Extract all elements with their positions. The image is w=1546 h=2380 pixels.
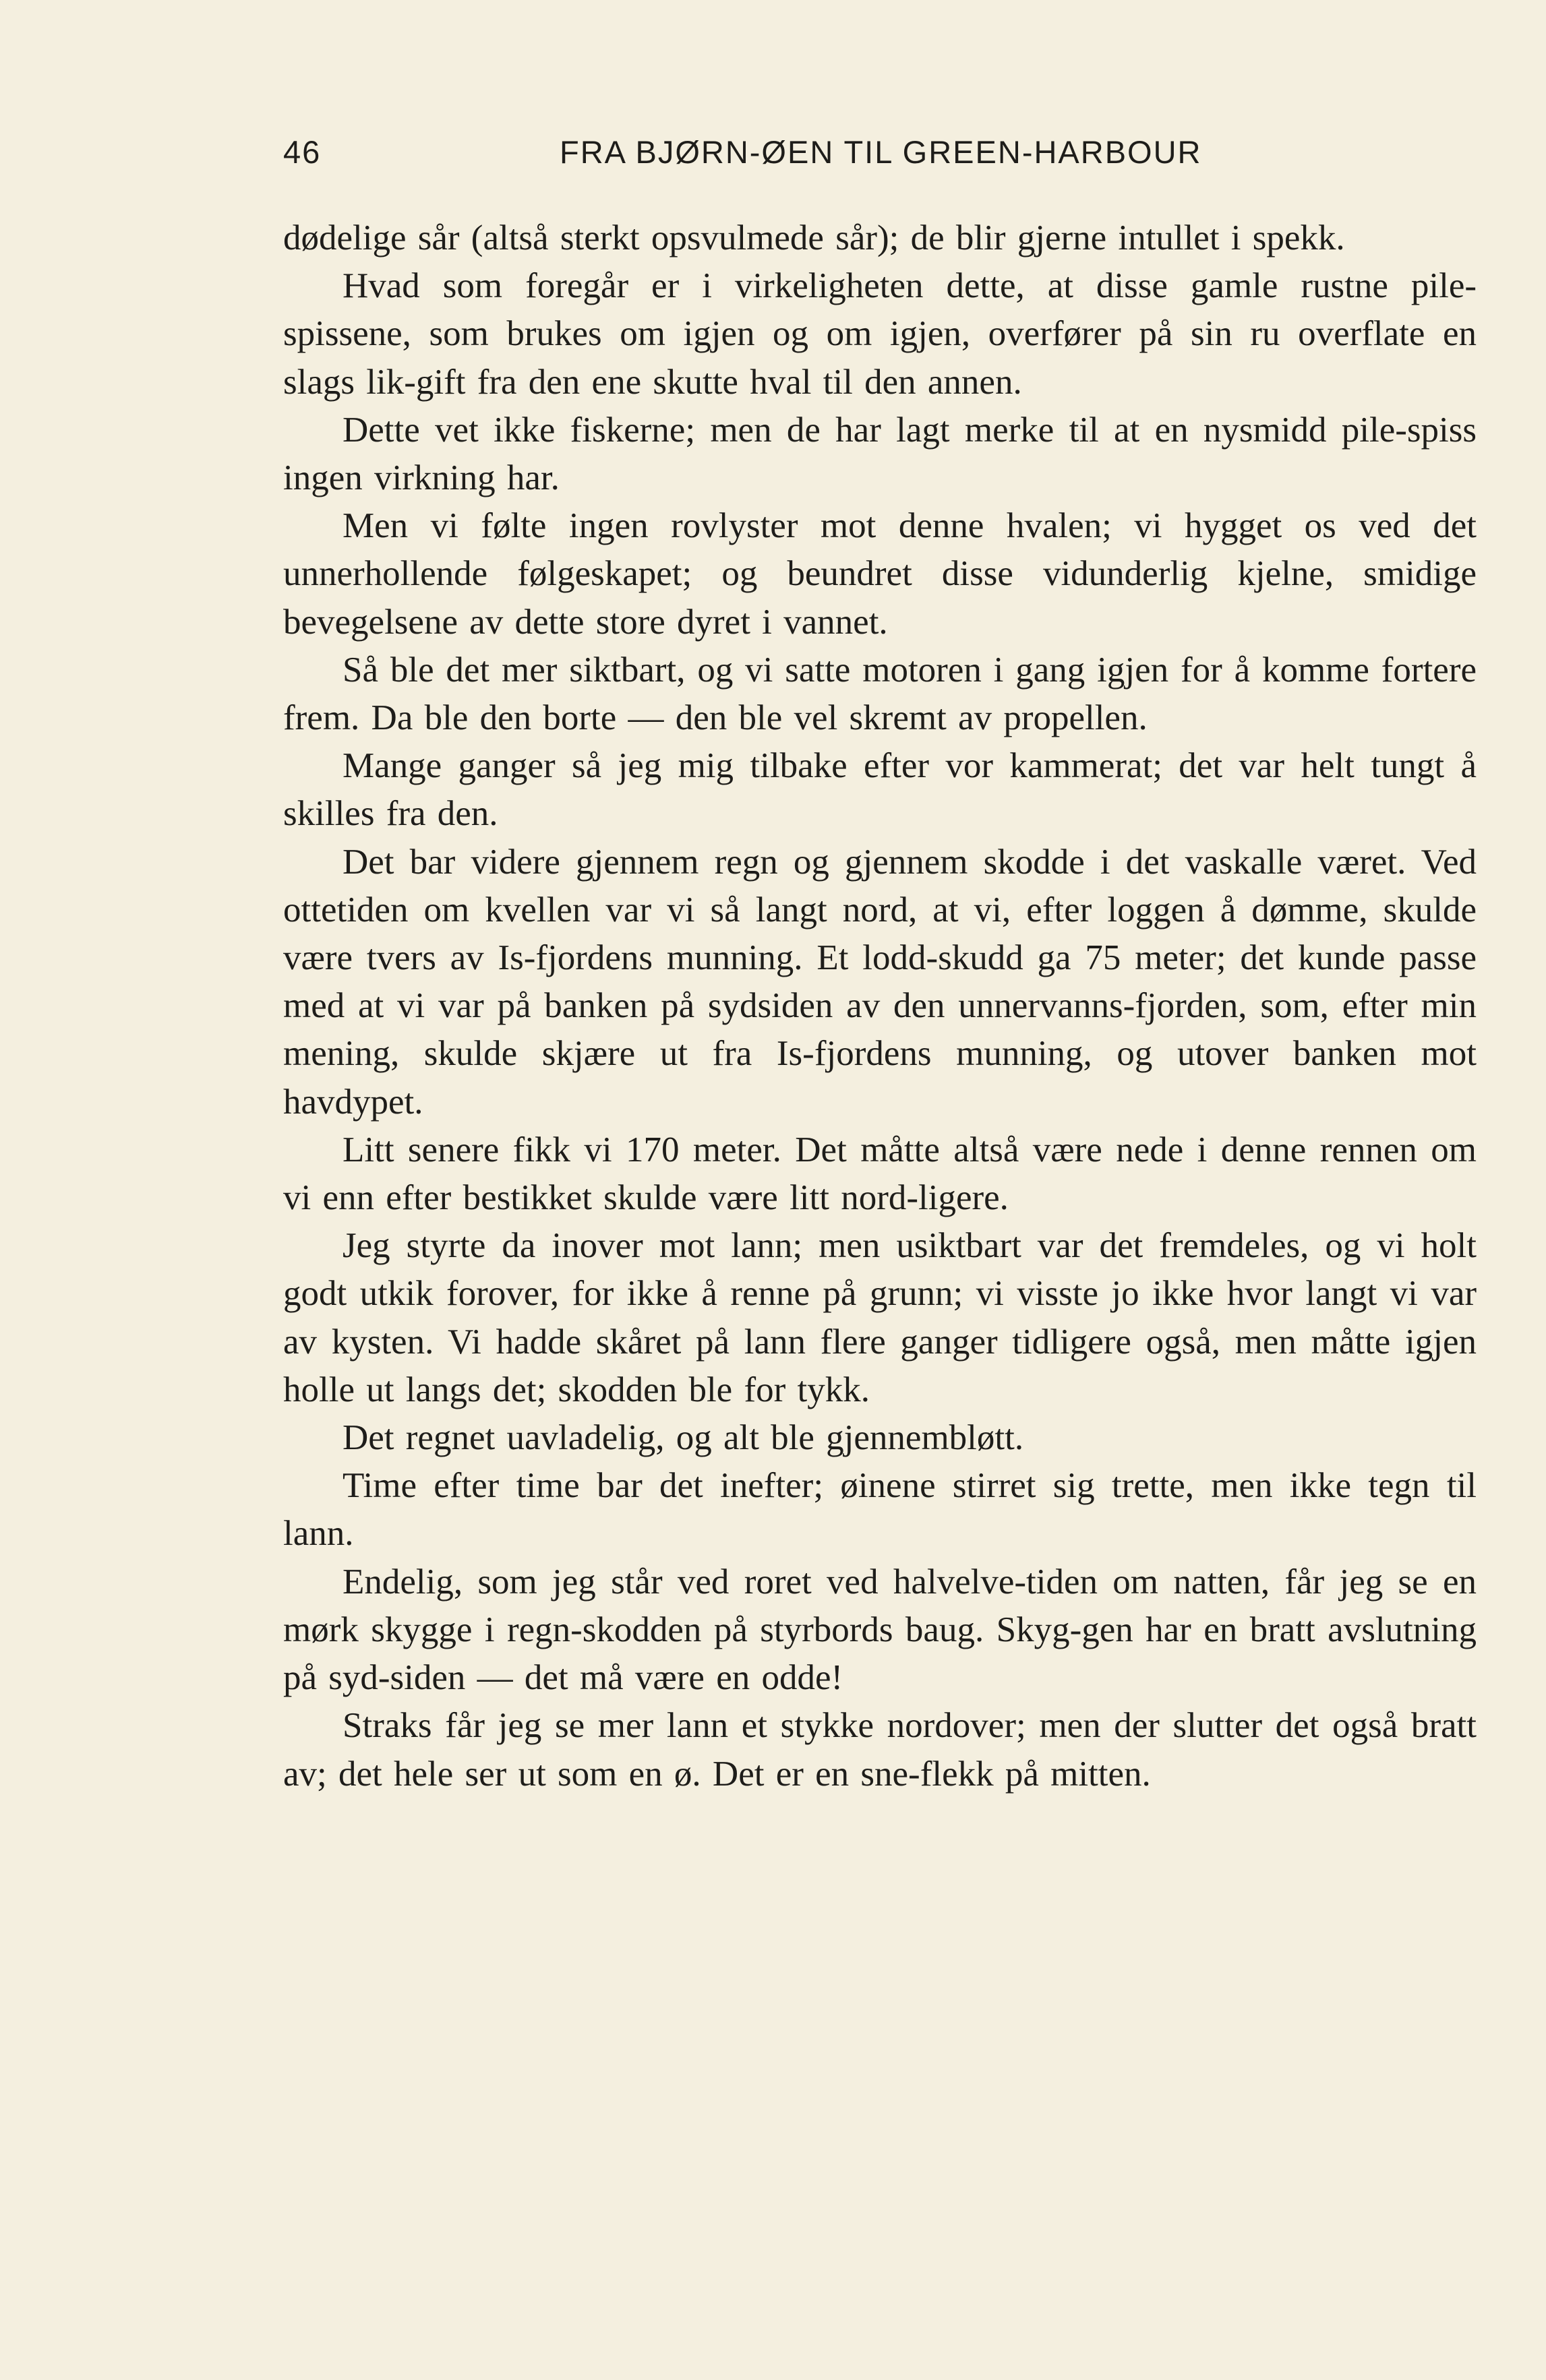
page-number: 46 — [283, 134, 322, 170]
paragraph-11: Time efter time bar det inefter; øinene stirret sig trette, men ikke tegn til lann. — [283, 1466, 1477, 1554]
paragraph-9: Jeg styrte da inover mot lann; men usiktbart var det fremdeles, og vi holt godt utkik forover, for ikke å renne på grunn; vi visste jo ikke hvor langt vi var av kysten. Vi hadde skåret på lann flere ganger tidligere også, men måtte igjen holle ut langs det; skodden ble for tykk. — [283, 1226, 1477, 1409]
paragraph-10: Det regnet uavladelig, og alt ble gjennembløtt. — [343, 1418, 1024, 1458]
running-title: FRA BJØRN-ØEN TIL GREEN-HARBOUR — [560, 134, 1202, 170]
paragraph-8: Litt senere fikk vi 170 meter. Det måtte altså være nede i denne rennen om vi enn efter bestikket skulde være litt nord-ligere. — [283, 1130, 1477, 1218]
paragraph-6: Mange ganger så jeg mig tilbake efter vor kammerat; det var helt tungt å skilles fra den. — [283, 746, 1477, 834]
paragraph-3: Dette vet ikke fiskerne; men de har lagt merke til at en nysmidd pile-spiss ingen virkning har. — [283, 410, 1477, 498]
paragraph-4: Men vi følte ingen rovlyster mot denne hvalen; vi hygget os ved det unnerhollende følgeskapet; og beundret disse vidunderlig kjelne, smidige bevegelsene av dette store dyret i vannet. — [283, 506, 1477, 642]
paragraph-2: Hvad som foregår er i virkeligheten dette, at disse gamle rustne pile-spissene, som brukes om igjen og om igjen, overfører på sin ru overflate en slags lik-gift fra den ene skutte hval til den annen. — [283, 266, 1477, 402]
paragraph-1: dødelige sår (altså sterkt opsvulmede sår); de blir gjerne intullet i spekk. — [283, 218, 1345, 257]
paragraph-12: Endelig, som jeg står ved roret ved halvelve-tiden om natten, får jeg se en mørk skygge i regn-skodden på styrbords baug. Skyg-gen har en bratt avslutning på syd-siden — det må være en odde! — [283, 1562, 1477, 1698]
paragraph-7: Det bar videre gjennem regn og gjennem skodde i det vaskalle været. Ved ottetiden om kvellen var vi så langt nord, at vi, efter loggen å dømme, skulde være tvers av Is-fjordens munning. Et lodd-skudd ga 75 meter; det kunde passe med at vi var på banken på sydsiden av den unnervanns-fjorden, som, efter min mening, skulde skjære ut fra Is-fjordens munning, og utover banken mot havdypet. — [283, 842, 1477, 1122]
running-header — [283, 133, 1487, 181]
paragraph-13: Straks får jeg se mer lann et stykke nordover; men der slutter det også bratt av; det hele ser ut som en ø. Det er en sne-flekk på mitten. — [283, 1706, 1477, 1794]
body-text — [283, 214, 1477, 1798]
paragraph-5: Så ble det mer siktbart, og vi satte motoren i gang igjen for å komme fortere frem. Da ble den borte — den ble vel skremt av propellen. — [283, 650, 1477, 738]
